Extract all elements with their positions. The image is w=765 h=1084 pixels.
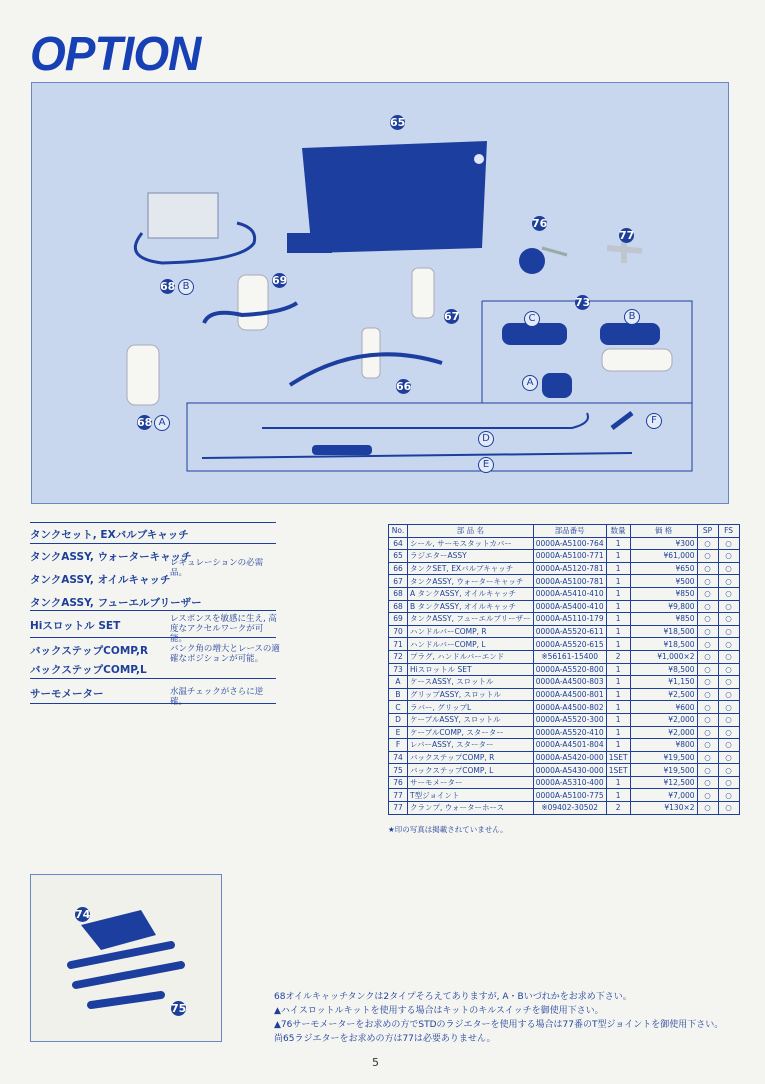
option-name: タンクASSY, オイルキャッチ xyxy=(30,574,171,586)
cell-no: A xyxy=(389,676,408,689)
option-name: バックステップCOMP,R xyxy=(30,645,149,657)
table-row xyxy=(389,688,740,701)
col-part: 部品番号 xyxy=(533,525,606,538)
cell-qty: 1 xyxy=(606,638,630,651)
cell-fs: ○ xyxy=(718,650,739,663)
cell-price: ¥18,500 xyxy=(630,625,697,638)
option-name: Hiスロットル SET xyxy=(30,620,121,632)
product-photo xyxy=(31,82,729,504)
radiator-bracket xyxy=(287,233,332,253)
cell-price: ¥7,000 xyxy=(630,789,697,802)
cell-qty: 1 xyxy=(606,789,630,802)
radiator-cap xyxy=(474,154,484,164)
starter-cable xyxy=(202,453,632,458)
option-item xyxy=(30,611,277,644)
cell-fs: ○ xyxy=(718,562,739,575)
cell-no: 71 xyxy=(389,638,408,651)
cell-fs: ○ xyxy=(718,802,739,815)
cell-name: ラバー, グリップL xyxy=(408,701,534,714)
cell-name: グリップASSY, スロットル xyxy=(408,688,534,701)
col-qty: 数量 xyxy=(606,525,630,538)
bottle-69 xyxy=(238,275,268,330)
table-row xyxy=(389,638,740,651)
cell-part: 0000A-A5520-410 xyxy=(533,726,606,739)
cell-sp: ○ xyxy=(697,789,718,802)
cell-name: バックステップCOMP, L xyxy=(408,764,534,777)
cell-qty: 1 xyxy=(606,562,630,575)
thermometer-probe xyxy=(542,248,567,255)
cell-fs: ○ xyxy=(718,739,739,752)
cell-price: ¥1,000×2 xyxy=(630,650,697,663)
cell-part: 0000A-A4500-802 xyxy=(533,701,606,714)
option-desc: バンク角の増大とレースの適確なポジションが可能。 xyxy=(170,644,280,664)
cell-name: ハンドルバーCOMP, L xyxy=(408,638,534,651)
cell-sp: ○ xyxy=(697,713,718,726)
cell-sp: ○ xyxy=(697,676,718,689)
cell-fs: ○ xyxy=(718,676,739,689)
option-item xyxy=(30,558,276,588)
cell-fs: ○ xyxy=(718,764,739,777)
table-row xyxy=(389,676,740,689)
cell-qty: 1 xyxy=(606,726,630,739)
col-no: No. xyxy=(389,525,408,538)
cell-sp: ○ xyxy=(697,587,718,600)
cell-no: 77 xyxy=(389,789,408,802)
cell-name: ケーブルASSY, スロットル xyxy=(408,713,534,726)
label-73: 73 xyxy=(575,296,591,309)
cell-sp: ○ xyxy=(697,764,718,777)
col-sp: SP xyxy=(697,525,718,538)
grip-b xyxy=(600,323,660,345)
cell-fs: ○ xyxy=(718,663,739,676)
table-row xyxy=(389,575,740,588)
cell-no: 68 xyxy=(389,600,408,613)
page-title: OPTION xyxy=(30,25,201,81)
cell-name: A タンクASSY, オイルキャッチ xyxy=(408,587,534,600)
table-row xyxy=(389,550,740,563)
cell-no: B xyxy=(389,688,408,701)
cell-fs: ○ xyxy=(718,587,739,600)
cell-qty: 1 xyxy=(606,587,630,600)
cell-fs: ○ xyxy=(718,550,739,563)
cell-no: 66 xyxy=(389,562,408,575)
label-65: 65 xyxy=(390,116,406,129)
cell-no: F xyxy=(389,739,408,752)
col-fs: FS xyxy=(718,525,739,538)
cell-sp: ○ xyxy=(697,550,718,563)
cell-name: クランプ, ウォーターホース xyxy=(408,802,534,815)
cell-sp: ○ xyxy=(697,701,718,714)
cell-sp: ○ xyxy=(697,688,718,701)
cell-name: レバーASSY, スターター xyxy=(408,739,534,752)
table-row xyxy=(389,751,740,764)
cell-price: ¥2,500 xyxy=(630,688,697,701)
cell-name: B タンクASSY, オイルキャッチ xyxy=(408,600,534,613)
cell-name: タンクASSY, ウォーターキャッチ xyxy=(408,575,534,588)
table-row xyxy=(389,802,740,815)
cell-part: ※09402-30502 xyxy=(533,802,606,815)
cell-name: シール, サーモスタットカバー xyxy=(408,537,534,550)
option-name: タンクASSY, フューエルブリーザー xyxy=(30,597,202,609)
cell-sp: ○ xyxy=(697,600,718,613)
cell-qty: 1 xyxy=(606,663,630,676)
table-header-row xyxy=(389,525,740,538)
cell-price: ¥1,150 xyxy=(630,676,697,689)
table-row xyxy=(389,562,740,575)
cell-price: ¥19,500 xyxy=(630,764,697,777)
cell-fs: ○ xyxy=(718,688,739,701)
cell-name: Hiスロットル SET xyxy=(408,663,534,676)
cell-price: ¥2,000 xyxy=(630,713,697,726)
cell-fs: ○ xyxy=(718,713,739,726)
cell-fs: ○ xyxy=(718,613,739,626)
cell-name: T型ジョイント xyxy=(408,789,534,802)
option-item xyxy=(30,588,276,611)
option-item xyxy=(30,638,280,664)
table-row xyxy=(389,625,740,638)
label-66: 66 xyxy=(396,380,412,393)
cell-no: 73 xyxy=(389,663,408,676)
cell-no: E xyxy=(389,726,408,739)
option-name: タンクセット, EXバルブキャッチ xyxy=(30,529,189,541)
cell-sp: ○ xyxy=(697,537,718,550)
cell-part: 0000A-A4501-804 xyxy=(533,739,606,752)
table-row xyxy=(389,701,740,714)
table-note: ★印の写真は掲載されていません。 xyxy=(388,825,508,834)
cell-part: 0000A-A5120-781 xyxy=(533,562,606,575)
cell-qty: 1 xyxy=(606,613,630,626)
cell-fs: ○ xyxy=(718,625,739,638)
cell-fs: ○ xyxy=(718,726,739,739)
cell-no: 74 xyxy=(389,751,408,764)
cell-qty: 1 xyxy=(606,625,630,638)
cell-price: ¥500 xyxy=(630,575,697,588)
option-name: タンクASSY, ウォーターキャッチ xyxy=(30,551,192,563)
label-74: 74 xyxy=(75,908,91,921)
cell-name: ハンドルバーCOMP, R xyxy=(408,625,534,638)
option-item xyxy=(30,522,276,544)
table-row xyxy=(389,650,740,663)
table-row xyxy=(389,600,740,613)
cell-fs: ○ xyxy=(718,600,739,613)
cell-sp: ○ xyxy=(697,663,718,676)
cell-qty: 1 xyxy=(606,776,630,789)
cell-name: バックステップCOMP, R xyxy=(408,751,534,764)
cell-part: 0000A-A5110-179 xyxy=(533,613,606,626)
table-row xyxy=(389,739,740,752)
cell-part: 0000A-A5520-611 xyxy=(533,625,606,638)
cell-part: 0000A-A5410-410 xyxy=(533,587,606,600)
cell-sp: ○ xyxy=(697,638,718,651)
table-row xyxy=(389,726,740,739)
cell-sp: ○ xyxy=(697,802,718,815)
footnote: 68オイルキャッチタンクは2タイプそろえてありますが, A・Bいづれかをお求め下さい。 xyxy=(274,992,632,1002)
table-row xyxy=(389,663,740,676)
cell-part: ※56161-15400 xyxy=(533,650,606,663)
cell-qty: 1 xyxy=(606,575,630,588)
footnote: ▲ハイスロットルキットを使用する場合はキットのキルスイッチを御使用下さい。 xyxy=(274,1006,604,1016)
cell-part: 0000A-A5100-771 xyxy=(533,550,606,563)
cell-no: 67 xyxy=(389,575,408,588)
label-a2: A xyxy=(522,375,538,391)
option-item xyxy=(30,679,276,707)
cell-name: ケーブルCOMP, スターター xyxy=(408,726,534,739)
label-68b: 68 xyxy=(160,280,176,293)
table-row xyxy=(389,789,740,802)
thermometer-dial xyxy=(519,248,545,274)
oil-tank-box xyxy=(148,193,218,238)
cell-no: D xyxy=(389,713,408,726)
option-list xyxy=(30,522,280,707)
cell-price: ¥600 xyxy=(630,701,697,714)
cell-part: 0000A-A5420-000 xyxy=(533,751,606,764)
cell-sp: ○ xyxy=(697,650,718,663)
cell-part: 0000A-A5520-800 xyxy=(533,663,606,676)
cell-qty: 1 xyxy=(606,550,630,563)
cell-price: ¥130×2 xyxy=(630,802,697,815)
cell-price: ¥800 xyxy=(630,739,697,752)
table-row xyxy=(389,764,740,777)
cell-part: 0000A-A5430-000 xyxy=(533,764,606,777)
cell-sp: ○ xyxy=(697,739,718,752)
label-68a: 68 xyxy=(137,416,153,429)
cell-no: 64 xyxy=(389,537,408,550)
label-a: A xyxy=(154,415,170,431)
cell-fs: ○ xyxy=(718,776,739,789)
col-name: 部 品 名 xyxy=(408,525,534,538)
backstep-illustration xyxy=(31,875,221,1041)
bottle-68a xyxy=(127,345,159,405)
cell-part: 0000A-A5100-781 xyxy=(533,575,606,588)
label-77: 77 xyxy=(619,229,635,242)
throttle-cable xyxy=(262,413,588,428)
option-item xyxy=(30,658,276,679)
option-desc: レギュレーションの必需品。 xyxy=(170,558,264,578)
cell-no: C xyxy=(389,701,408,714)
cell-qty: 1 xyxy=(606,537,630,550)
label-f: F xyxy=(646,413,662,429)
cell-price: ¥9,800 xyxy=(630,600,697,613)
cell-no: 76 xyxy=(389,776,408,789)
option-name: バックステップCOMP,L xyxy=(30,664,147,676)
cell-fs: ○ xyxy=(718,537,739,550)
cell-price: ¥61,000 xyxy=(630,550,697,563)
cell-price: ¥18,500 xyxy=(630,638,697,651)
cell-qty: 1 xyxy=(606,600,630,613)
cell-name: タンクSET, EXバルブキャッチ xyxy=(408,562,534,575)
cell-price: ¥850 xyxy=(630,587,697,600)
cell-price: ¥8,500 xyxy=(630,663,697,676)
cell-sp: ○ xyxy=(697,776,718,789)
label-67: 67 xyxy=(444,310,460,323)
cell-qty: 1SET xyxy=(606,764,630,777)
table-row xyxy=(389,537,740,550)
option-desc: レスポンスを敏感に生え, 高度なアクセルワークが可能。 xyxy=(170,614,277,644)
cell-price: ¥300 xyxy=(630,537,697,550)
cell-sp: ○ xyxy=(697,625,718,638)
table-row xyxy=(389,713,740,726)
cell-name: ケースASSY, スロットル xyxy=(408,676,534,689)
cell-sp: ○ xyxy=(697,613,718,626)
cell-no: 75 xyxy=(389,764,408,777)
cell-part: 0000A-A5100-775 xyxy=(533,789,606,802)
option-desc: 水温チェックがさらに逆確。 xyxy=(170,687,264,707)
cell-no: 72 xyxy=(389,650,408,663)
table-row xyxy=(389,776,740,789)
cell-part: 0000A-A5520-615 xyxy=(533,638,606,651)
bottle-67 xyxy=(412,268,434,318)
cell-part: 0000A-A5100-764 xyxy=(533,537,606,550)
throttle-case xyxy=(542,373,572,398)
table-row xyxy=(389,613,740,626)
cell-qty: 1 xyxy=(606,701,630,714)
cell-price: ¥2,000 xyxy=(630,726,697,739)
cell-sp: ○ xyxy=(697,726,718,739)
cell-name: プラグ, ハンドルバーエンド xyxy=(408,650,534,663)
cell-price: ¥19,500 xyxy=(630,751,697,764)
cell-qty: 2 xyxy=(606,650,630,663)
cell-name: サーモメーター xyxy=(408,776,534,789)
label-69: 69 xyxy=(272,274,288,287)
starter-lever xyxy=(612,413,632,428)
cell-qty: 1 xyxy=(606,688,630,701)
cell-part: 0000A-A5310-400 xyxy=(533,776,606,789)
cell-fs: ○ xyxy=(718,751,739,764)
cell-name: タンクASSY, フューエルブリーザー xyxy=(408,613,534,626)
product-photo-illustration xyxy=(32,83,728,503)
cell-no: 77 xyxy=(389,802,408,815)
cell-part: 0000A-A4500-803 xyxy=(533,676,606,689)
cell-part: 0000A-A5400-410 xyxy=(533,600,606,613)
parts-table xyxy=(388,524,740,815)
label-e: E xyxy=(478,457,494,473)
cell-qty: 1 xyxy=(606,676,630,689)
cell-price: ¥650 xyxy=(630,562,697,575)
grip-sleeve xyxy=(602,349,672,371)
cell-fs: ○ xyxy=(718,789,739,802)
cell-qty: 1SET xyxy=(606,751,630,764)
cell-no: 70 xyxy=(389,625,408,638)
footnotes xyxy=(274,990,723,1046)
cell-fs: ○ xyxy=(718,701,739,714)
table-row xyxy=(389,587,740,600)
backstep-pedals xyxy=(71,945,181,1005)
cell-fs: ○ xyxy=(718,575,739,588)
cell-price: ¥12,500 xyxy=(630,776,697,789)
t-joint xyxy=(607,241,642,263)
cell-qty: 1 xyxy=(606,739,630,752)
cell-part: 0000A-A4500-801 xyxy=(533,688,606,701)
label-75: 75 xyxy=(171,1002,187,1015)
cell-no: 69 xyxy=(389,613,408,626)
cell-price: ¥850 xyxy=(630,613,697,626)
footnote: ▲76サーモメーターをお求めの方でSTDのラジエターを使用する場合は77番のT型ジョイントを御使用下さい。 xyxy=(274,1020,724,1030)
backstep-plate xyxy=(81,910,156,950)
cell-sp: ○ xyxy=(697,562,718,575)
label-68b-letter: B xyxy=(178,279,194,295)
cell-part: 0000A-A5520-300 xyxy=(533,713,606,726)
label-d: D xyxy=(478,431,494,447)
cell-fs: ○ xyxy=(718,638,739,651)
cell-name: ラジエターASSY xyxy=(408,550,534,563)
cell-sp: ○ xyxy=(697,751,718,764)
label-76: 76 xyxy=(532,217,548,230)
footnote: 尚65ラジエターをお求めの方は77は必要ありません。 xyxy=(274,1034,496,1044)
cell-no: 65 xyxy=(389,550,408,563)
label-b2: B xyxy=(624,309,640,325)
cell-no: 68 xyxy=(389,587,408,600)
page-number: 5 xyxy=(372,1056,379,1069)
col-price: 価 格 xyxy=(630,525,697,538)
cell-qty: 1 xyxy=(606,713,630,726)
option-name: サーモメーター xyxy=(30,688,104,700)
cell-qty: 2 xyxy=(606,802,630,815)
cell-sp: ○ xyxy=(697,575,718,588)
starter-cable-sleeve xyxy=(312,445,372,455)
label-c: C xyxy=(524,311,540,327)
backstep-photo xyxy=(30,874,222,1042)
